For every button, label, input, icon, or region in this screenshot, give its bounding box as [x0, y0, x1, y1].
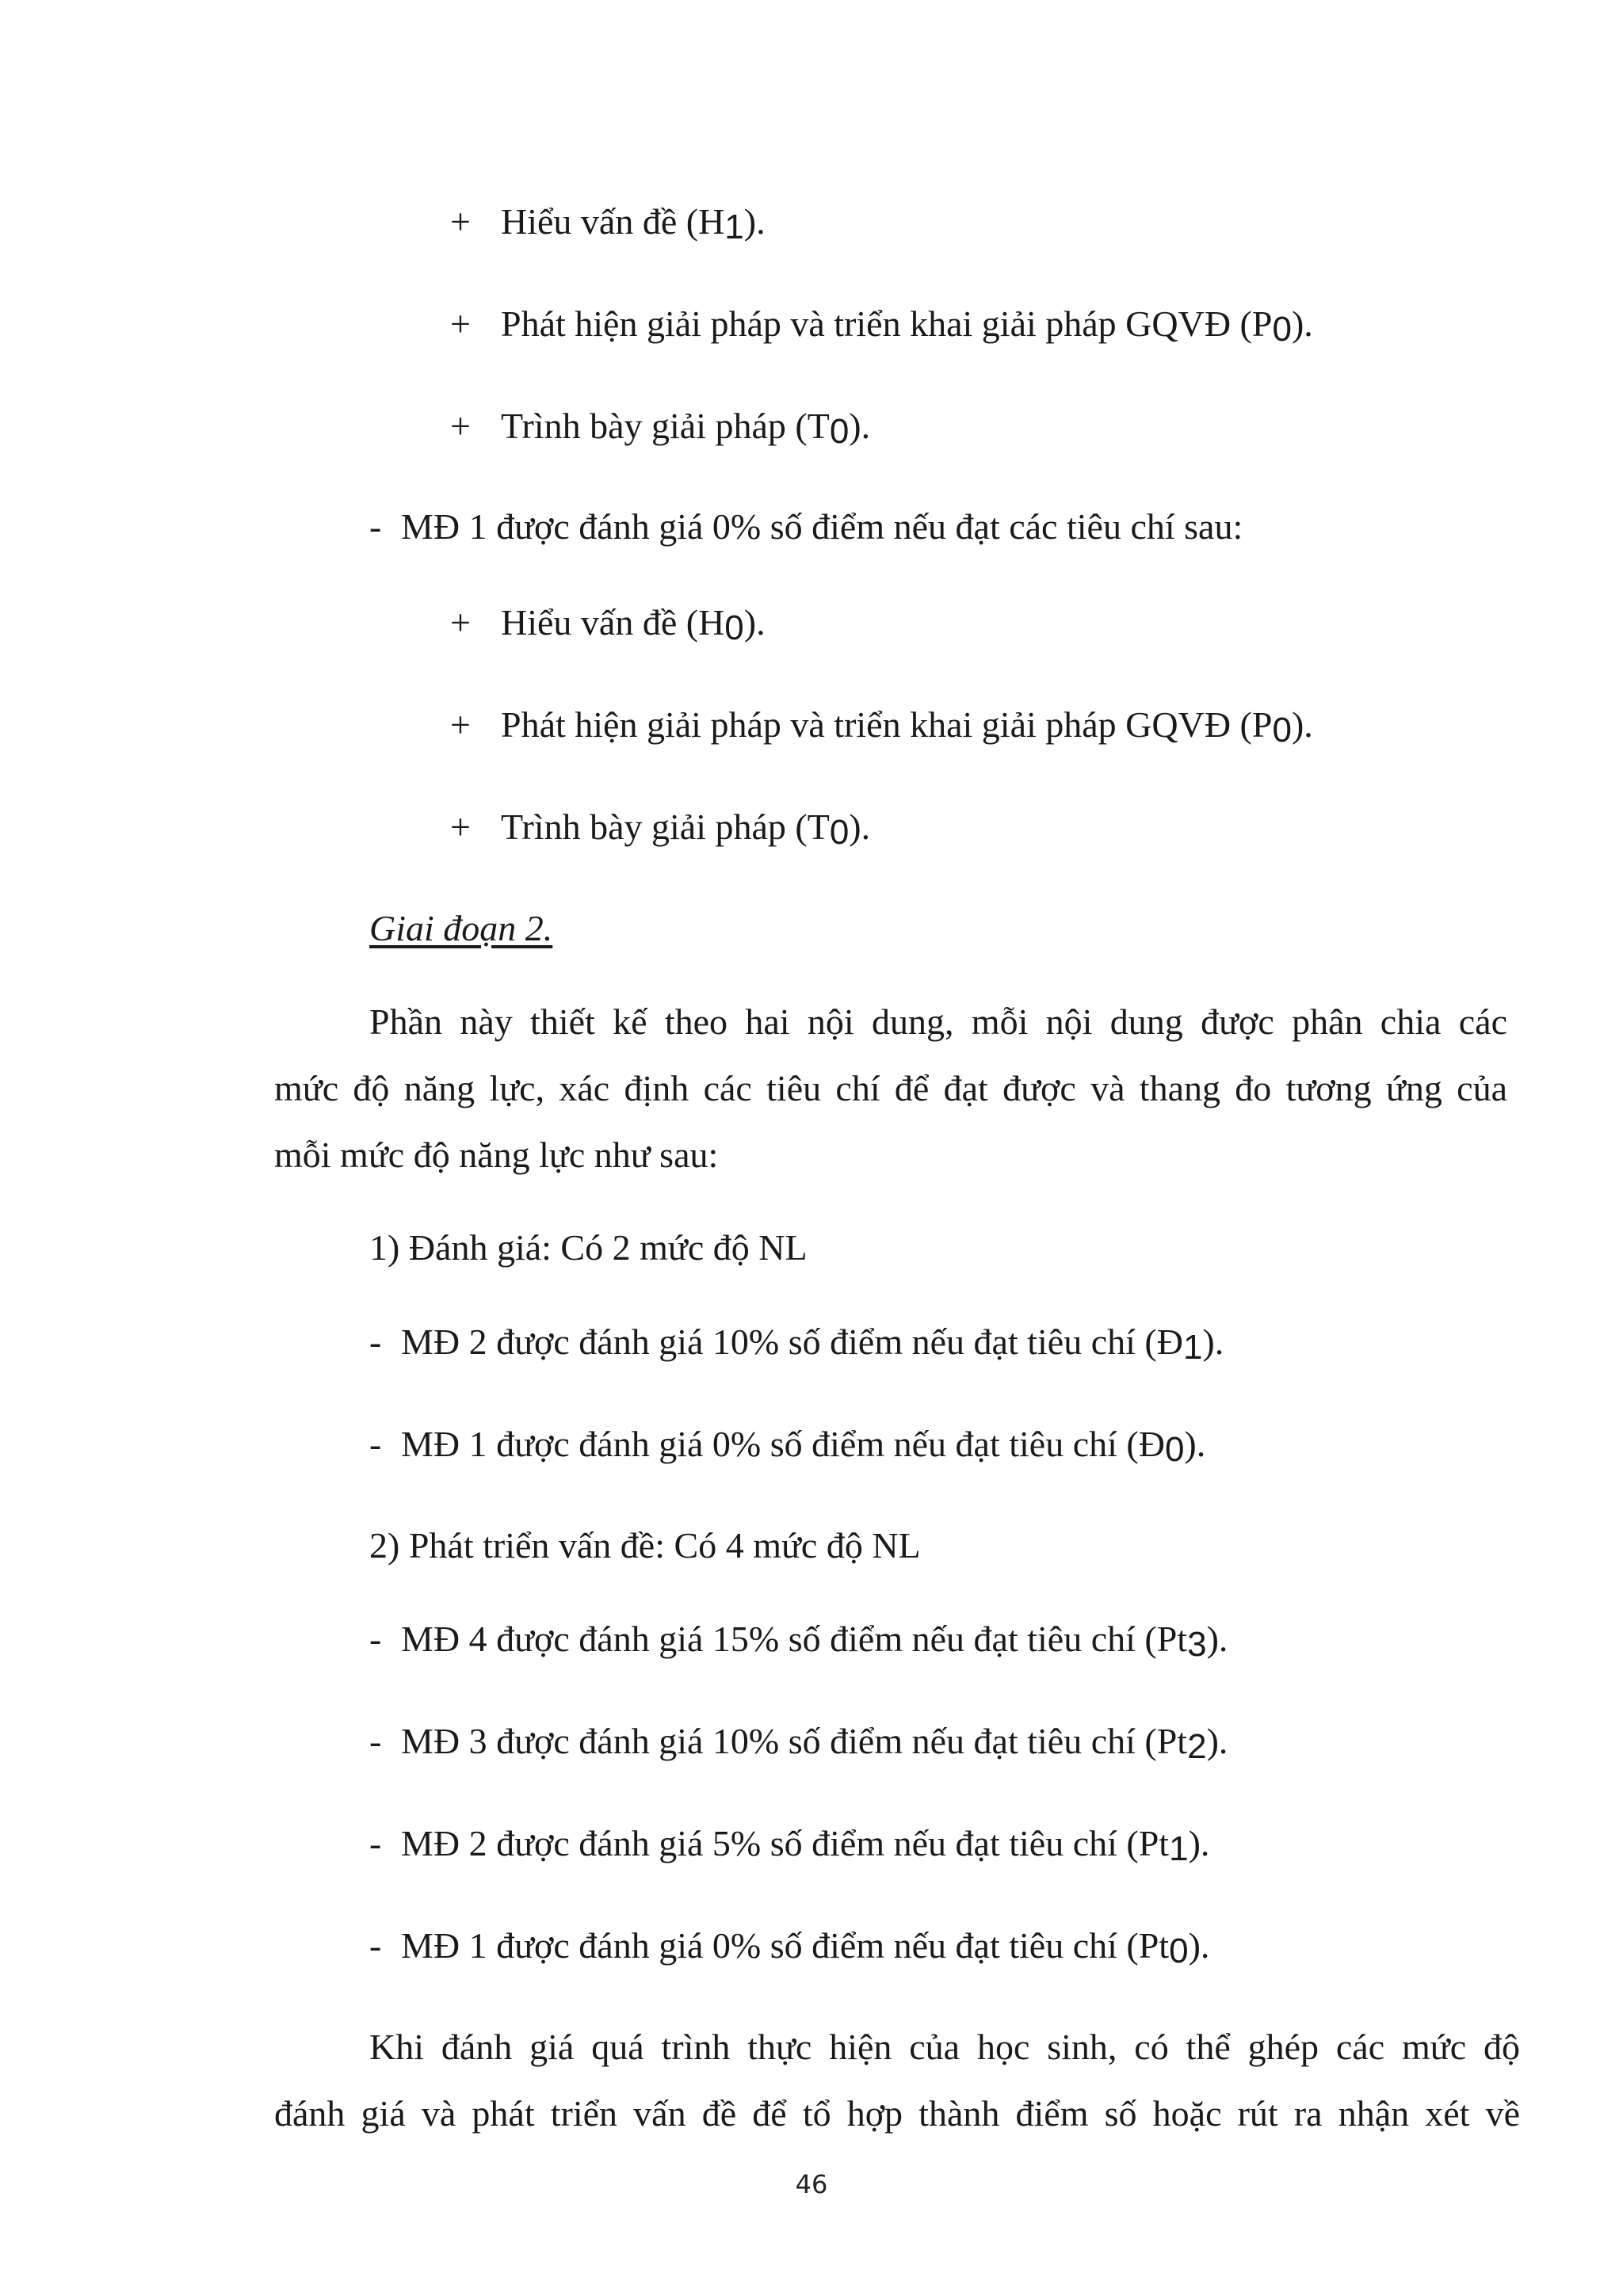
item-text: MĐ 2 được đánh giá 5% số điểm nếu đạt tiêu chí (Pt — [401, 1823, 1170, 1863]
subscript: 0 — [724, 608, 744, 647]
item-tail: ). — [1291, 704, 1313, 745]
subscript: 0 — [1169, 1932, 1189, 1970]
list-item — [450, 703, 1313, 748]
item-text: Trình bày giải pháp (T — [501, 406, 830, 446]
dash: - — [369, 1619, 382, 1659]
item-text: MĐ 1 được đánh giá 0% số điểm nếu đạt tiêu chí (Đ — [401, 1424, 1165, 1464]
subscript: 0 — [829, 412, 850, 451]
list-item — [369, 1320, 1224, 1365]
item-tail: ). — [1206, 1619, 1228, 1659]
dash: - — [369, 1823, 382, 1863]
list-item — [369, 1422, 1205, 1467]
section-title: 1) Đánh giá: Có 2 mức độ NL — [369, 1227, 808, 1268]
dash: - — [369, 1424, 382, 1464]
item-text: MĐ 4 được đánh giá 15% số điểm nếu đạt tiêu chí (Pt — [401, 1619, 1188, 1659]
item-tail: ). — [849, 406, 871, 446]
list-item — [450, 404, 870, 449]
list-item — [369, 1719, 1228, 1764]
list-item — [450, 601, 766, 646]
subscript: 0 — [1272, 711, 1292, 749]
section-title: 2) Phát triển vấn đề: Có 4 mức độ NL — [369, 1525, 921, 1566]
dash: - — [369, 506, 382, 547]
item-text: MĐ 3 được đánh giá 10% số điểm nếu đạt tiêu chí (Pt — [401, 1721, 1188, 1761]
page-number: 46 — [795, 2169, 828, 2199]
item-text: MĐ 2 được đánh giá 10% số điểm nếu đạt tiêu chí (Đ — [401, 1322, 1183, 1362]
subscript: 2 — [1187, 1727, 1207, 1766]
item-text: MĐ 1 được đánh giá 0% số điểm nếu đạt tiêu chí (Pt — [401, 1925, 1170, 1966]
list-item — [369, 1617, 1228, 1662]
criteria-intro — [369, 505, 1243, 549]
subscript: 0 — [1164, 1430, 1185, 1469]
dash: - — [369, 1925, 382, 1966]
subscript: 0 — [829, 813, 850, 852]
item-tail: ). — [1184, 1424, 1206, 1464]
subscript: 3 — [1187, 1625, 1207, 1664]
bullet: + — [450, 704, 471, 745]
dash: - — [369, 1322, 382, 1362]
paragraph-line: mức độ năng lực, xác định các tiêu chí để đạt được và thang đo tương ứng của — [274, 1068, 1507, 1108]
list-item — [450, 805, 870, 850]
item-text: Hiểu vấn đề (H — [501, 602, 725, 643]
paragraph-line: mỗi mức độ năng lực như sau: — [274, 1135, 719, 1175]
item-tail: ). — [1188, 1823, 1210, 1863]
list-item — [450, 200, 766, 245]
dash: - — [369, 1721, 382, 1761]
item-text: Trình bày giải pháp (T — [501, 807, 830, 847]
paragraph-line: Khi đánh giá quá trình thực hiện của học sinh, có thể ghép các mức độ — [369, 2027, 1520, 2067]
item-tail: ). — [743, 201, 766, 242]
bullet: + — [450, 406, 471, 446]
paragraph-line: đánh giá và phát triển vấn đề để tổ hợp thành điểm số hoặc rút ra nhận xét về — [274, 2093, 1520, 2134]
item-tail: ). — [849, 807, 871, 847]
item-tail: ). — [1188, 1925, 1210, 1966]
item-text: Phát hiện giải pháp và triển khai giải pháp GQVĐ (P — [501, 303, 1273, 344]
bullet: + — [450, 201, 471, 242]
item-tail: ). — [743, 602, 766, 643]
subscript: 1 — [1182, 1328, 1203, 1367]
list-item — [450, 302, 1313, 347]
bullet: + — [450, 303, 471, 344]
paragraph-line: Phần này thiết kế theo hai nội dung, mỗi nội dung được phân chia các — [369, 1001, 1507, 1042]
subscript: 0 — [1272, 310, 1292, 349]
subscript: 1 — [1169, 1829, 1189, 1868]
subscript: 1 — [724, 208, 744, 246]
bullet: + — [450, 602, 471, 643]
list-item — [369, 1924, 1209, 1969]
item-tail: ). — [1206, 1721, 1228, 1761]
item-text: Phát hiện giải pháp và triển khai giải pháp GQVĐ (P — [501, 704, 1273, 745]
list-item — [369, 1821, 1209, 1867]
item-tail: ). — [1202, 1322, 1224, 1362]
bullet: + — [450, 807, 471, 847]
item-text: Hiểu vấn đề (H — [501, 201, 725, 242]
item-tail: ). — [1291, 303, 1313, 344]
item-text: MĐ 1 được đánh giá 0% số điểm nếu đạt các tiêu chí sau: — [401, 506, 1243, 547]
section-heading: Giai đoạn 2. — [369, 908, 553, 948]
